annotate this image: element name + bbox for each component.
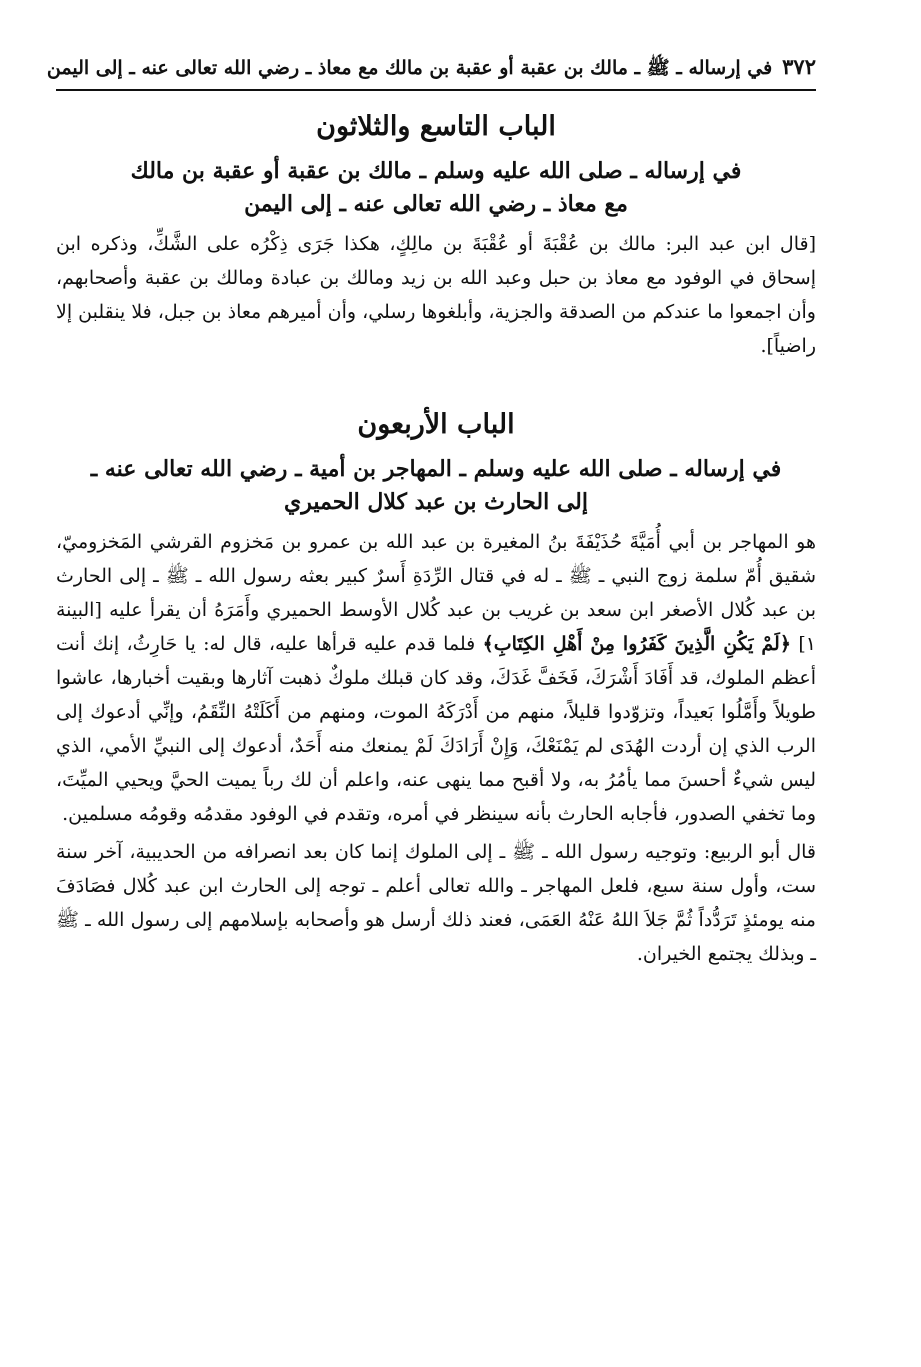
- chapter-40-title: الباب الأربعون: [357, 409, 515, 440]
- chapter-39-subtitle: [56, 155, 816, 221]
- chapter-40-subtitle-line-1: في إرساله ـ صلى الله عليه وسلم ـ المهاجر بن أمية ـ رضي الله تعالى عنه ـ: [90, 456, 782, 482]
- page-number: ٣٧٢: [782, 54, 816, 79]
- paragraph-1-part-b: فلما قدم عليه قرأها عليه، قال له: يا حَارِثُ، إنك أنت أعظم الملوك، قد أَفَادَ أَشْرَكَ، فَخَفَّ غَدَكَ، وقد كان قبلك ملوكٌ ذهبت آثارها وبقيت أخبارها، عاشوا طويلاً وأَمَّلُوا بَعيداً، وتزوّدوا قليلاً، منهم من أَدْرَكَهُ الموت، ومنهم من أَكَلَتْهُ النِّقَمُ، وإنِّي أدعوك إلى الرب الذي إن أردت الهُدَى لم يَمْنَعْكَ، وَإِنْ أَرَادَكَ لَمْ يمنعك منه أَحَدٌ، أدعوك إلى النبيِّ الأمي، الذي ليس شيءٌ أحسنَ مما يأمُرُ به، ولا أقبح مما ينهى عنه، واعلم أن لك رباً يميت الحيَّ ويحيي الميِّتَ، وما تخفي الصدور، فأجابه الحارث بأنه سينظر في أمره، وتقدم في الوفود مقدمُه وقومُه مسلمين.: [56, 633, 816, 825]
- book-page: [46, 52, 816, 1312]
- running-title: في إرساله ـ ﷺ ـ مالك بن عقبة أو عقبة بن مالك مع معاذ ـ رضي الله تعالى عنه ـ إلى اليمن: [46, 57, 773, 79]
- paragraph-1-part-a: هو المهاجر بن أبي أُمَيَّةَ حُذَيْفَةَ بنُ المغيرة بن عبد الله بن عمرو بن مَخزوم القرشي المَخزوميّ، شقيق أُمّ سلمة زوج النبي ـ ﷺ ـ له في قتال الرِّدَةِ أَسرٌ كبير بعثه رسول الله ـ ﷺ ـ إلى الحارث بن عبد كُلال الأصغر ابن سعد بن غريب بن عبد كُلال الأوسط الحميري وأَمَرَهُ أن يقرأ عليه [البينة ١]: [56, 531, 816, 655]
- chapter-40-paragraph-1: [56, 525, 816, 831]
- chapter-40-paragraph-2: قال أبو الربيع: وتوجيه رسول الله ـ ﷺ ـ إلى الملوك إنما كان بعد انصرافه من الحديبية، آخر سنة ست، وأول سنة سبع، فلعل المهاجر ـ والله تعالى أعلم ـ توجه إلى الحارث ابن عبد كُلال فصَادَفَ منه يومئذٍ تَرَدُّداً ثُمَّ جَلاَ اللهُ عَنْهُ العَمَى، فعند ذلك أرسل هو وأصحابه بإسلامهم إلى رسول الله ـ ﷺ ـ وبذلك يجتمع الخيران.: [56, 841, 816, 965]
- running-header: [46, 52, 816, 91]
- chapter-39-subtitle-line-1: في إرساله ـ صلى الله عليه وسلم ـ مالك بن عقبة أو عقبة بن مالك: [130, 158, 742, 184]
- chapter-39-paragraph: [قال ابن عبد البر: مالك بن عُقْبَةَ أو عُقْبَةَ بن مالِكٍ، هكذا جَرَى ذِكْرُه على الشَّكِّ، وذكره ابن إسحاق في الوفود مع معاذ بن حبل وعبد الله بن زيد ومالك بن عبادة ومالك بن عقبة وأصحابهم، وأن اجمعوا ما عندكم من الصدقة والجزية، وأبلغوها رسلي، وأن أميرهم معاذ بن جبل، فلا ينقلبن إلا راضياً].: [56, 233, 816, 357]
- chapter-40: [56, 405, 816, 971]
- quran-verse: ﴿لَمْ يَكُنِ الَّذِينَ كَفَرُوا مِنْ أَهْلِ الكِتَابِ﴾: [482, 633, 791, 655]
- chapter-39-subtitle-line-2: مع معاذ ـ رضي الله تعالى عنه ـ إلى اليمن: [244, 191, 628, 217]
- chapter-40-subtitle-line-2: إلى الحارث بن عبد كلال الحميري: [283, 489, 588, 515]
- chapter-39: [56, 107, 816, 363]
- chapter-40-subtitle: [56, 453, 816, 519]
- chapter-39-title: الباب التاسع والثلاثون: [316, 111, 556, 142]
